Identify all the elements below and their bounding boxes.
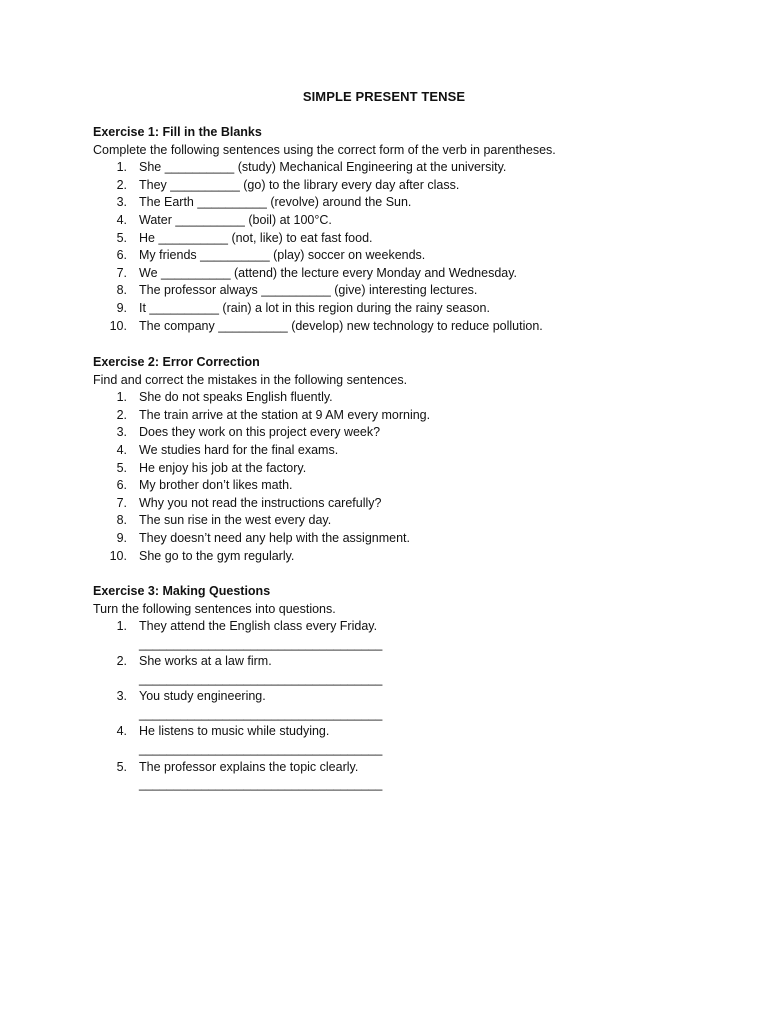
item-number: 6. [116,478,127,493]
item-number: 2. [116,654,127,669]
exercise-2-list [93,389,713,565]
answer-blank-line[interactable]: ___________________________________ [139,636,383,651]
list-item [93,618,713,653]
item-number: 4. [116,724,127,739]
item-text: The train arrive at the station at 9 AM every morning. [139,407,431,422]
list-item [93,247,713,265]
list-item [93,212,713,230]
list-item [93,530,713,548]
document-title: SIMPLE PRESENT TENSE [302,89,466,104]
exercise-2-section [93,354,713,565]
item-number: 7. [116,265,127,280]
item-text: Why you not read the instructions carefully? [139,495,382,510]
list-item [93,653,713,688]
item-number: 3. [116,689,127,704]
item-number: 1. [116,160,127,175]
list-item [93,282,713,300]
item-text: She works at a law firm. [139,654,272,669]
exercise-3-instruction: Turn the following sentences into questions. [93,601,336,616]
item-text: He listens to music while studying. [139,724,330,739]
item-text: We __________ (attend) the lecture every Monday and Wednesday. [139,265,518,280]
exercise-1-section [93,124,713,335]
item-text: He enjoy his job at the factory. [139,460,307,475]
item-text: They doesn’t need any help with the assignment. [139,530,411,545]
item-number: 10. [109,548,127,563]
list-item [93,407,713,425]
list-item [93,460,713,478]
item-text: The professor explains the topic clearly. [139,759,359,774]
list-item [93,177,713,195]
item-number: 5. [116,230,127,245]
list-item [93,159,713,177]
list-item [93,318,713,336]
exercise-3-section [93,583,713,794]
exercise-1-heading: Exercise 1: Fill in the Blanks [93,125,262,139]
list-item [93,265,713,283]
item-number: 4. [116,442,127,457]
item-text: My brother don’t likes math. [139,478,293,493]
list-item [93,230,713,248]
item-number: 6. [116,248,127,263]
item-number: 9. [116,300,127,315]
exercise-2-heading: Exercise 2: Error Correction [93,355,260,369]
exercise-3-heading: Exercise 3: Making Questions [93,584,271,598]
exercise-3-list [93,618,713,793]
item-number: 9. [116,530,127,545]
item-text: She __________ (study) Mechanical Engineering at the university. [139,160,507,175]
exercise-2-instruction: Find and correct the mistakes in the following sentences. [93,372,408,387]
list-item [93,495,713,513]
item-number: 1. [116,619,127,634]
answer-blank-line[interactable]: ___________________________________ [139,742,383,757]
item-number: 3. [116,195,127,210]
answer-blank-line[interactable]: ___________________________________ [139,706,383,721]
list-item [93,389,713,407]
list-item [93,688,713,723]
item-text: She go to the gym regularly. [139,548,295,563]
list-item [93,723,713,758]
item-number: 2. [116,177,127,192]
item-number: 10. [109,318,127,333]
exercise-1-list [93,159,713,335]
item-text: He __________ (not, like) to eat fast food. [139,230,373,245]
item-text: She do not speaks English fluently. [139,390,333,405]
answer-blank-line[interactable]: ___________________________________ [139,777,383,792]
list-item [93,512,713,530]
item-text: Water __________ (boil) at 100°C. [139,212,332,227]
list-item [93,548,713,566]
item-number: 3. [116,425,127,440]
item-number: 4. [116,212,127,227]
list-item [93,300,713,318]
item-text: My friends __________ (play) soccer on weekends. [139,248,426,263]
exercise-1-instruction: Complete the following sentences using the correct form of the verb in parentheses. [93,142,556,157]
item-text: We studies hard for the final exams. [139,442,339,457]
item-text: The professor always __________ (give) interesting lectures. [139,283,478,298]
item-text: The sun rise in the west every day. [139,513,332,528]
item-text: The Earth __________ (revolve) around the Sun. [139,195,412,210]
item-number: 1. [116,390,127,405]
item-text: You study engineering. [139,689,266,704]
item-number: 5. [116,460,127,475]
item-number: 7. [116,495,127,510]
answer-blank-line[interactable]: ___________________________________ [139,671,383,686]
item-text: They attend the English class every Friday. [139,619,378,634]
item-number: 8. [116,513,127,528]
list-item [93,442,713,460]
list-item [93,424,713,442]
item-text: It __________ (rain) a lot in this region during the rainy season. [139,300,490,315]
list-item [93,194,713,212]
item-text: The company __________ (develop) new technology to reduce pollution. [139,318,543,333]
list-item [93,477,713,495]
item-number: 5. [116,759,127,774]
item-number: 2. [116,407,127,422]
item-text: They __________ (go) to the library every day after class. [139,177,460,192]
list-item [93,759,713,794]
item-text: Does they work on this project every week? [139,425,381,440]
item-number: 8. [116,283,127,298]
